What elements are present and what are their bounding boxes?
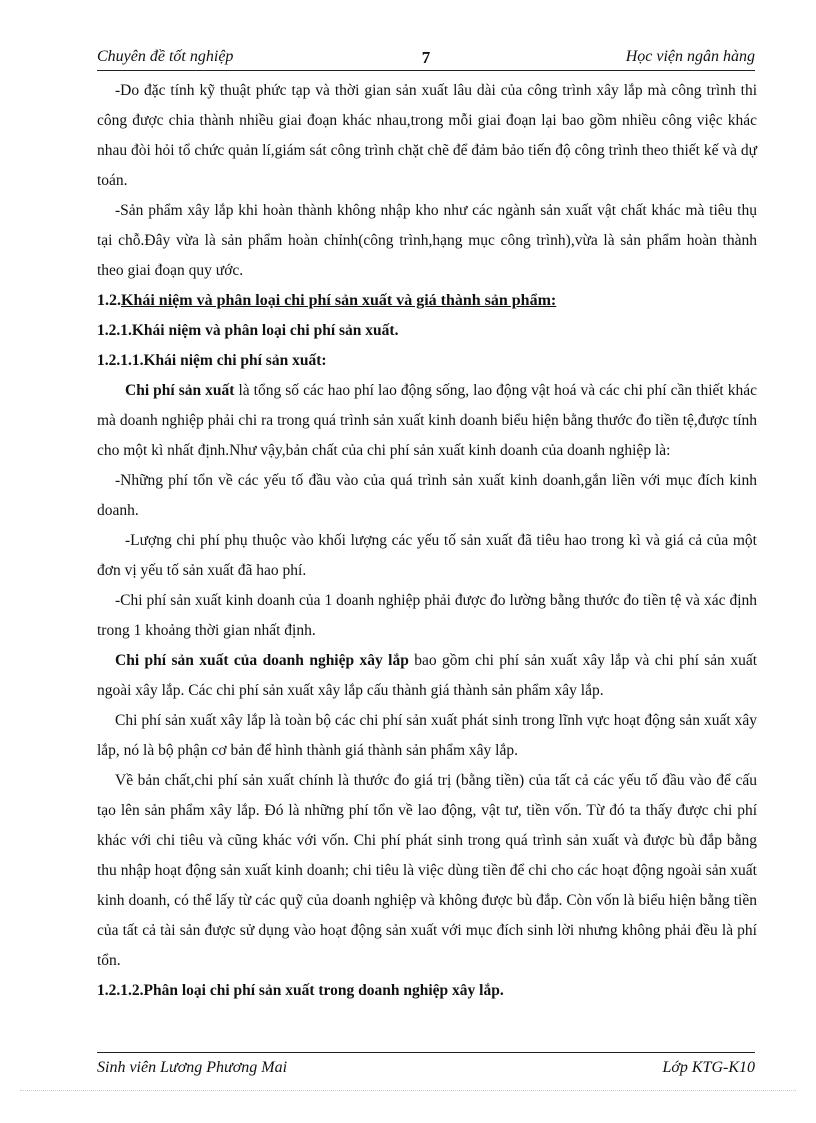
- paragraph-text: là tổng số các hao phí lao động sống, lao động vật hoá và các chi phí cần thiết khác mà doanh nghiệp phải chi ra trong quá trình sản xuất kinh doanh biểu hiện bằng thước đo tiền tệ,được tính cho một kì nhất định.Như vậy,bản chất của chi phí sản xuất kinh doanh của doanh nghiệp là:: [97, 382, 757, 459]
- paragraph: -Những phí tổn về các yếu tố đầu vào của quá trình sản xuất kinh doanh,gắn liền với mục đích kinh doanh.: [97, 472, 757, 519]
- paragraph: -Sản phẩm xây lắp khi hoàn thành không nhập kho như các ngành sản xuất vật chất khác mà tiêu thụ tại chỗ.Đây vừa là sản phẩm hoàn chỉnh(công trình,hạng mục công trình),vừa là sản phẩm hoàn thành theo giai đoạn quy ước.: [97, 202, 757, 279]
- section-heading-1-2: [97, 286, 757, 316]
- paragraph-text: bao gồm chi phí sản xuất xây lắp và chi phí sản xuất ngoài xây lắp. Các chi phí sản xuất xây lắp cấu thành giá thành sản phẩm xây lắp.: [97, 652, 758, 699]
- page-header: [97, 48, 755, 71]
- heading-text: Khái niệm và phân loại chi phí sản xuất và giá thành sản phẩm:: [121, 292, 557, 309]
- paragraph: [97, 376, 757, 466]
- paragraph: -Do đặc tính kỹ thuật phức tạp và thời gian sản xuất lâu dài của công trình xây lắp mà công trình thi công được chia thành nhiều giai đoạn khác nhau,trong mỗi giai đoạn lại bao gồm nhiều công việc khác nhau đòi hỏi tổ chức quản lí,giám sát công trình chặt chẽ để đảm bảo tiến độ công trình theo thiết kế và dự toán.: [97, 82, 757, 189]
- heading-number: 1.2.: [97, 292, 121, 309]
- section-heading-1-2-1-2: 1.2.1.2.Phân loại chi phí sản xuất trong doanh nghiệp xây lắp.: [97, 982, 504, 999]
- section-heading-1-2-1-1: 1.2.1.1.Khái niệm chi phí sản xuất:: [97, 352, 327, 369]
- page-number: 7: [421, 48, 431, 67]
- footer-author: Sinh viên Lương Phương Mai: [97, 1059, 288, 1076]
- paragraph: Chi phí sản xuất xây lắp là toàn bộ các chi phí sản xuất phát sinh trong lĩnh vực hoạt động sản xuất xây lắp, nó là bộ phận cơ bản để hình thành giá thành sản phẩm xây lắp.: [97, 712, 757, 759]
- section-heading-1-2-1: 1.2.1.Khái niệm và phân loại chi phí sản xuất.: [97, 322, 399, 339]
- page-footer: [97, 1052, 755, 1083]
- page-border: [20, 1090, 796, 1091]
- footer-class: Lớp KTG-K10: [662, 1059, 755, 1076]
- bold-term: Chi phí sản xuất: [125, 382, 235, 399]
- header-right-title: Học viện ngân hàng: [625, 48, 755, 65]
- paragraph: Về bản chất,chi phí sản xuất chính là thước đo giá trị (bằng tiền) của tất cả các yếu tố đầu vào để cấu tạo lên sản phẩm xây lắp. Đó là những phí tổn về lao động, vật tư, tiền vốn. Từ đó ta thấy được chi phí khác với chi tiêu và cũng khác với vốn. Chi phí phát sinh trong quá trình sản xuất và được bù đắp bằng thu nhập hoạt động sản xuất kinh doanh; chi tiêu là việc dùng tiền để chi cho các hoạt động ngoài sản xuất kinh doanh, có thể lấy từ các quỹ của doanh nghiệp và không được bù đắp. Còn vốn là biểu hiện bằng tiền của tất cả tài sản được sử dụng vào hoạt động sản xuất với mục đích sinh lời nhưng không phải đều là phí tổn.: [97, 772, 757, 969]
- paragraph: [97, 646, 757, 706]
- bold-term: Chi phí sản xuất của doanh nghiệp xây lắp: [115, 652, 409, 669]
- document-body: [97, 76, 757, 1006]
- header-left-title: Chuyên đề tốt nghiệp: [97, 48, 234, 65]
- paragraph: -Chi phí sản xuất kinh doanh của 1 doanh nghiệp phải được đo lường bằng thước đo tiền tệ và xác định trong 1 khoảng thời gian nhất định.: [97, 592, 757, 639]
- paragraph: -Lượng chi phí phụ thuộc vào khối lượng các yếu tố sản xuất đã tiêu hao trong kì và giá cả của một đơn vị yếu tố sản xuất đã hao phí.: [97, 532, 757, 579]
